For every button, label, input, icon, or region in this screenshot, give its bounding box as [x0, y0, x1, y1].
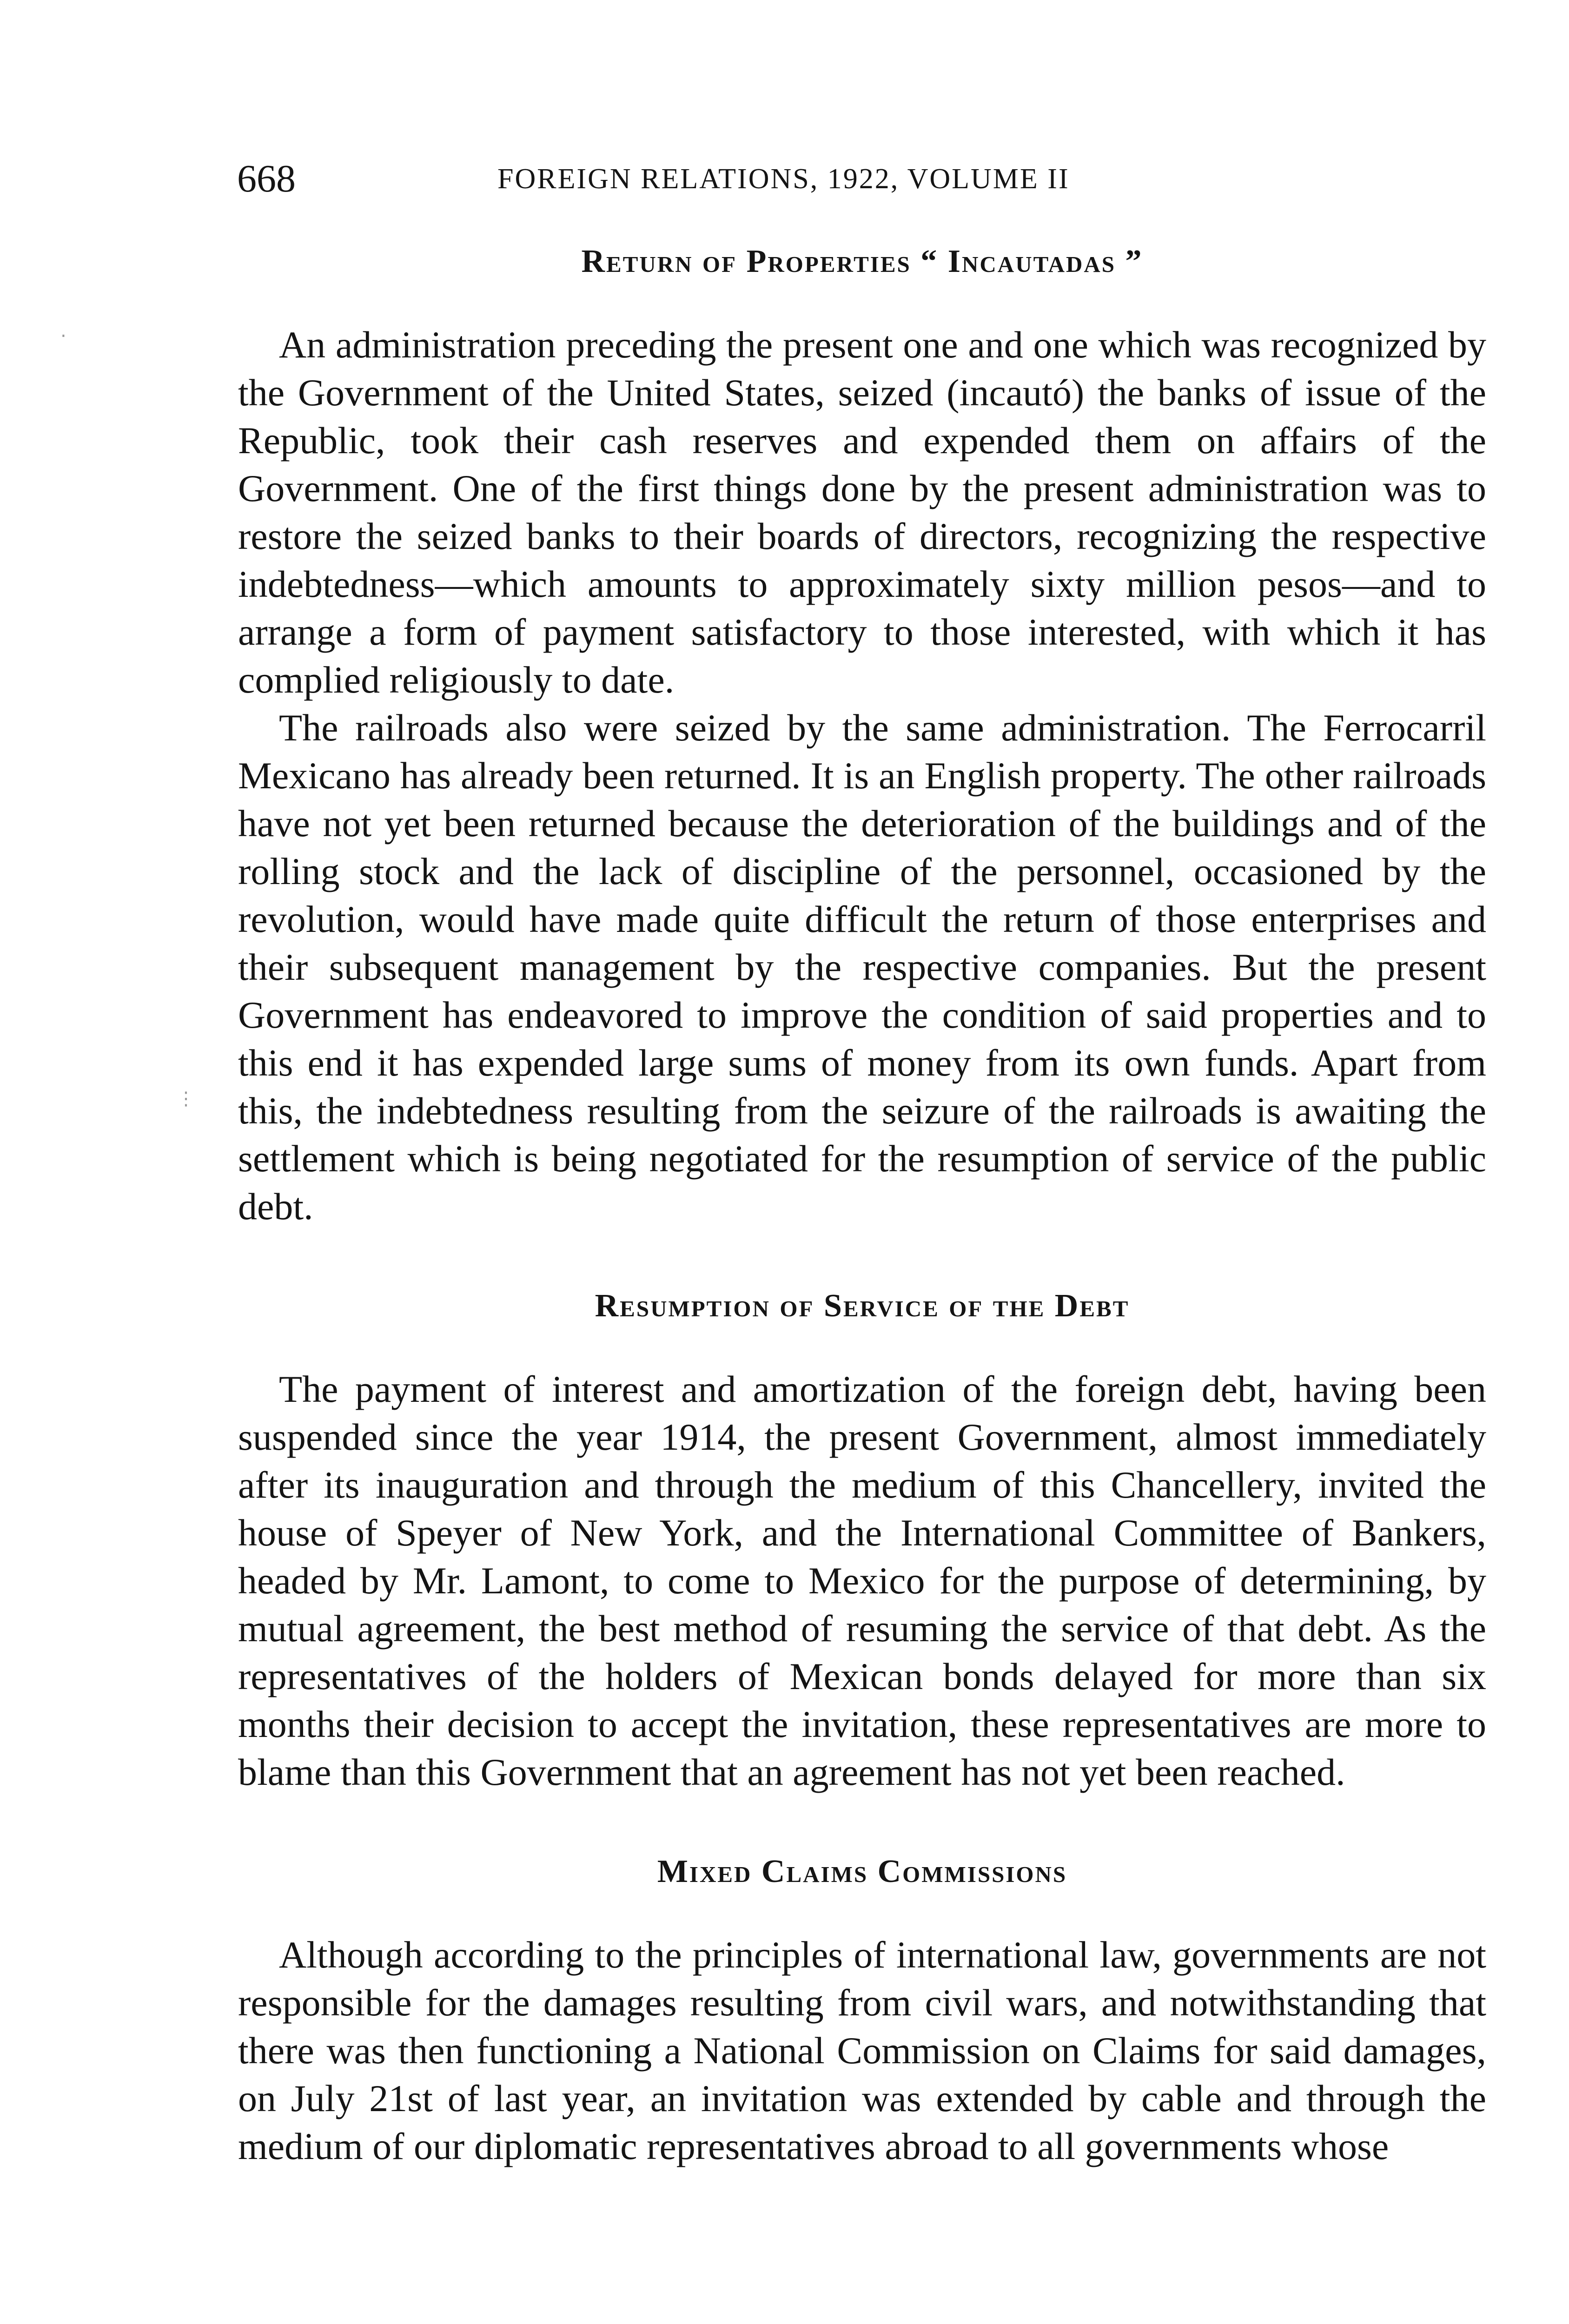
spacer [238, 1230, 1486, 1281]
section-heading-mixed-claims: Mixed Claims Commissions [657, 1854, 1067, 1889]
spacer [238, 1796, 1486, 1847]
spacer [238, 1896, 1486, 1931]
running-title: FOREIGN RELATIONS, 1922, VOLUME II [497, 163, 1070, 195]
paragraph-foreign-debt: The payment of interest and amortization of the foreign debt, having been suspended since the year 1914, the present Government, almost immediately after its inauguration and through the medium of this Chancellery, invited the house of Speyer of New York, and the International Committee of Bankers, headed by Mr. Lamont, to come to Mexico for the purpose of determining, by mutual agreement, the best method of resuming the service of that debt. As the representatives of the holders of Mexican bonds delayed for more than six months their decision to accept the invitation, these representatives are more to blame than this Government that an agreement has not yet been reached. [238, 1368, 1486, 1793]
spacer [238, 1330, 1486, 1365]
spacer [238, 286, 1486, 321]
section-heading-return-of-properties: Return of Properties “ Incautadas ” [581, 244, 1143, 279]
page-number: 668 [237, 157, 296, 200]
running-head [237, 153, 1492, 205]
body-text [238, 237, 1486, 2170]
paragraph-claims-commissions: Although according to the principles of international law, governments are not responsible for the damages resulting from civil wars, and notwithstanding that there was then functioning a National Commission on Claims for said damages, on July 21st of last year, an invitation was extended by cable and through the medium of our diplomatic representatives abroad to all governments whose [238, 1934, 1486, 2167]
scan-speck: ‧ [60, 326, 66, 347]
paragraph-banks-seized: An administration preceding the present one and one which was recognized by the Government of the United States, seized (incautó) the banks of issue of the Republic, took their cash reserves and expended them on affairs of the Government. One of the first things done by the present administration was to restore the seized banks to their boards of directors, recognizing the respective indebtedness—which amounts to approximately sixty million pesos—and to arrange a form of payment satisfactory to those interested, with which it has complied religiously to date. [238, 324, 1486, 701]
section-heading-resumption-of-debt: Resumption of Service of the Debt [595, 1288, 1130, 1324]
paragraph-railroads-seized: The railroads also were seized by the same administration. The Ferrocarril Mexicano has already been returned. It is an English property. The other railroads have not yet been returned because the deterioration of the buildings and of the rolling stock and the lack of discipline of the personnel, occasioned by the revolution, would have made quite difficult the return of those enterprises and their subsequent management by the respective companies. But the present Government has endeavored to improve the condition of said properties and to this end it has expended large sums of money from its own funds. Apart from this, the indebtedness resulting from the seizure of the railroads is awaiting the settlement which is being negotiated for the resumption of service of the public debt. [238, 706, 1486, 1228]
scan-speck: ⋮ [177, 1088, 195, 1109]
